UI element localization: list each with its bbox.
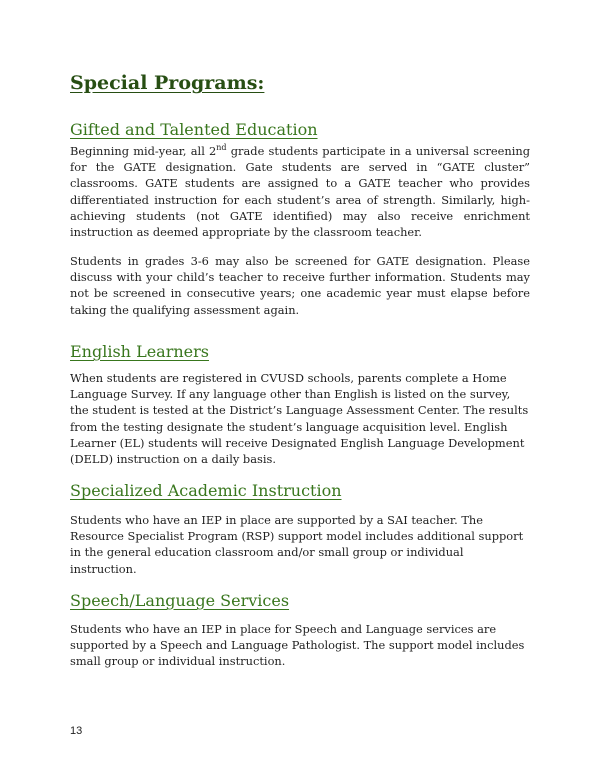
section-heading-gate: Gifted and Talented Education xyxy=(70,120,318,139)
gate-p1-rest: grade students participate in a universal screening for the GATE designation. Gate students are served in “GATE cluster” classrooms. GATE students are assigned to a GATE teacher who provides differentiated instruction for each student’s area of strength. Similarly, high-achieving students (not GATE identified) may also receive enrichment instruction as deemed appropriate by the classroom teacher. xyxy=(70,144,530,240)
section-heading-speech-language: Speech/Language Services xyxy=(70,591,290,610)
gate-paragraph-2: Students in grades 3-6 may also be screened for GATE designation. Please discuss with your child’s teacher to receive further information. Students may not be screened in consecutive years; one academic year must elapse before taking the qualifying assessment again. xyxy=(70,254,530,317)
ordinal-suffix: nd xyxy=(216,143,227,153)
section-heading-english-learners: English Learners xyxy=(70,342,209,361)
section-heading-sai: Specialized Academic Instruction xyxy=(70,481,342,500)
english-learners-paragraph: When students are registered in CVUSD schools, parents complete a Home Language Survey. If any language other than English is listed on the survey, the student is tested at the District’s Language Assessment Center. The results from the testing designate the student’s language acquisition level. English Learner (EL) students will receive Designated English Language Development (DELD) instruction on a daily basis. xyxy=(70,371,529,467)
speech-language-paragraph: Students who have an IEP in place for Speech and Language services are supported by a Speech and Language Pathologist. The support model includes small group or individual instruction. xyxy=(70,622,525,669)
page-number: 13 xyxy=(70,725,83,737)
gate-p1-start: Beginning mid-year, all 2 xyxy=(70,144,217,158)
gate-paragraph-1 xyxy=(70,143,530,240)
sai-paragraph: Students who have an IEP in place are supported by a SAI teacher. The Resource Specialist Program (RSP) support model includes additional support in the general education classroom and/or small group or individual instruction. xyxy=(70,513,524,576)
page-title: Special Programs: xyxy=(70,72,265,94)
